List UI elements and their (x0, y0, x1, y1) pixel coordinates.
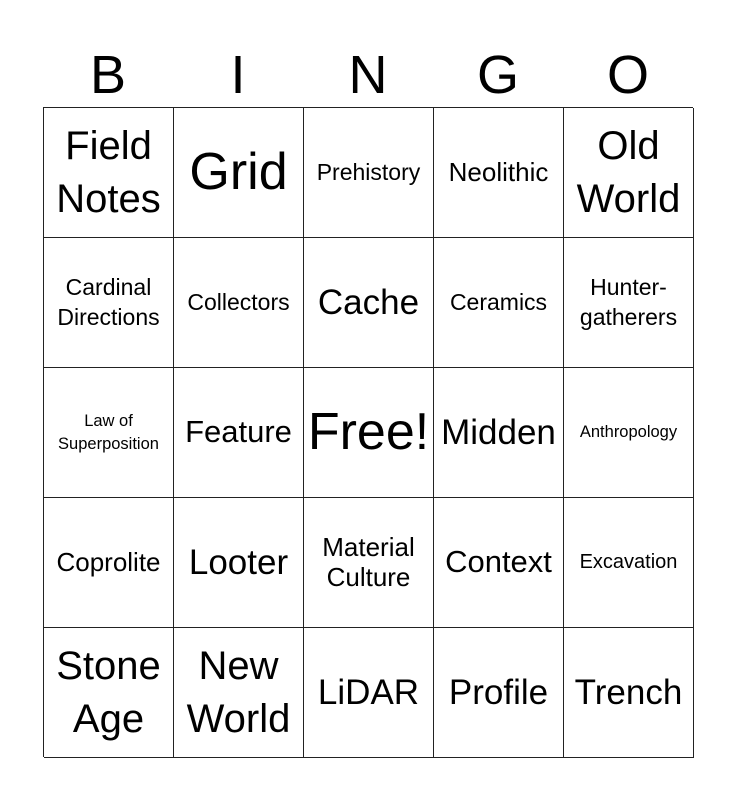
cell-label: Context (445, 544, 552, 580)
cell-label: Prehistory (316, 158, 421, 185)
header-letter-i: I (230, 45, 246, 105)
cell-label: Old World (576, 123, 681, 221)
bingo-cell[interactable] (434, 628, 564, 758)
bingo-cell[interactable] (174, 108, 304, 238)
cell-label: Grid (189, 143, 288, 202)
header-letter-g: G (476, 45, 519, 105)
bingo-cell[interactable] (304, 498, 434, 628)
cell-label: Stone Age (56, 643, 161, 741)
cell-label: Material Culture (322, 532, 415, 592)
bingo-cell[interactable] (564, 628, 694, 758)
cell-label: Coprolite (56, 546, 161, 577)
cell-label: Collectors (187, 288, 290, 315)
bingo-cell[interactable] (44, 368, 174, 498)
bingo-cell[interactable] (44, 108, 174, 238)
bingo-cell[interactable] (304, 628, 434, 758)
bingo-cell[interactable] (564, 498, 694, 628)
bingo-cell[interactable] (44, 628, 174, 758)
header-letter-b: B (89, 45, 127, 105)
bingo-cell[interactable] (304, 238, 434, 368)
cell-label: LiDAR (317, 672, 420, 712)
bingo-cell[interactable] (174, 498, 304, 628)
cell-label: Cache (317, 282, 420, 322)
cell-label: Free! (307, 403, 430, 462)
bingo-cell[interactable] (564, 108, 694, 238)
bingo-header (43, 42, 693, 108)
cell-label: Profile (448, 672, 549, 712)
header-letter-o: O (606, 45, 649, 105)
bingo-cell[interactable] (304, 108, 434, 238)
bingo-cell[interactable] (564, 238, 694, 368)
bingo-cell free-space[interactable] (304, 368, 434, 498)
bingo-cell[interactable] (434, 368, 564, 498)
bingo-cell[interactable] (44, 238, 174, 368)
cell-label: Ceramics (449, 288, 548, 315)
cell-label: Feature (185, 414, 292, 450)
bingo-board (43, 107, 693, 757)
cell-label: New World (186, 643, 291, 741)
cell-label: Neolithic (448, 156, 549, 187)
bingo-cell[interactable] (44, 498, 174, 628)
bingo-cell[interactable] (434, 498, 564, 628)
bingo-cell[interactable] (174, 238, 304, 368)
cell-label: Field Notes (56, 123, 161, 221)
bingo-cell[interactable] (174, 628, 304, 758)
bingo-cell[interactable] (434, 238, 564, 368)
cell-label: Law of Superposition (58, 412, 159, 453)
bingo-cell[interactable] (434, 108, 564, 238)
cell-label: Cardinal Directions (57, 273, 160, 330)
cell-label: Midden (441, 412, 556, 452)
cell-label: Excavation (579, 551, 678, 574)
bingo-cell[interactable] (174, 368, 304, 498)
cell-label: Looter (188, 542, 289, 582)
bingo-cell[interactable] (564, 368, 694, 498)
cell-label: Hunter- gatherers (579, 273, 678, 330)
cell-label: Anthropology (579, 423, 678, 442)
cell-label: Trench (574, 672, 683, 712)
header-letter-n: N (348, 45, 388, 105)
